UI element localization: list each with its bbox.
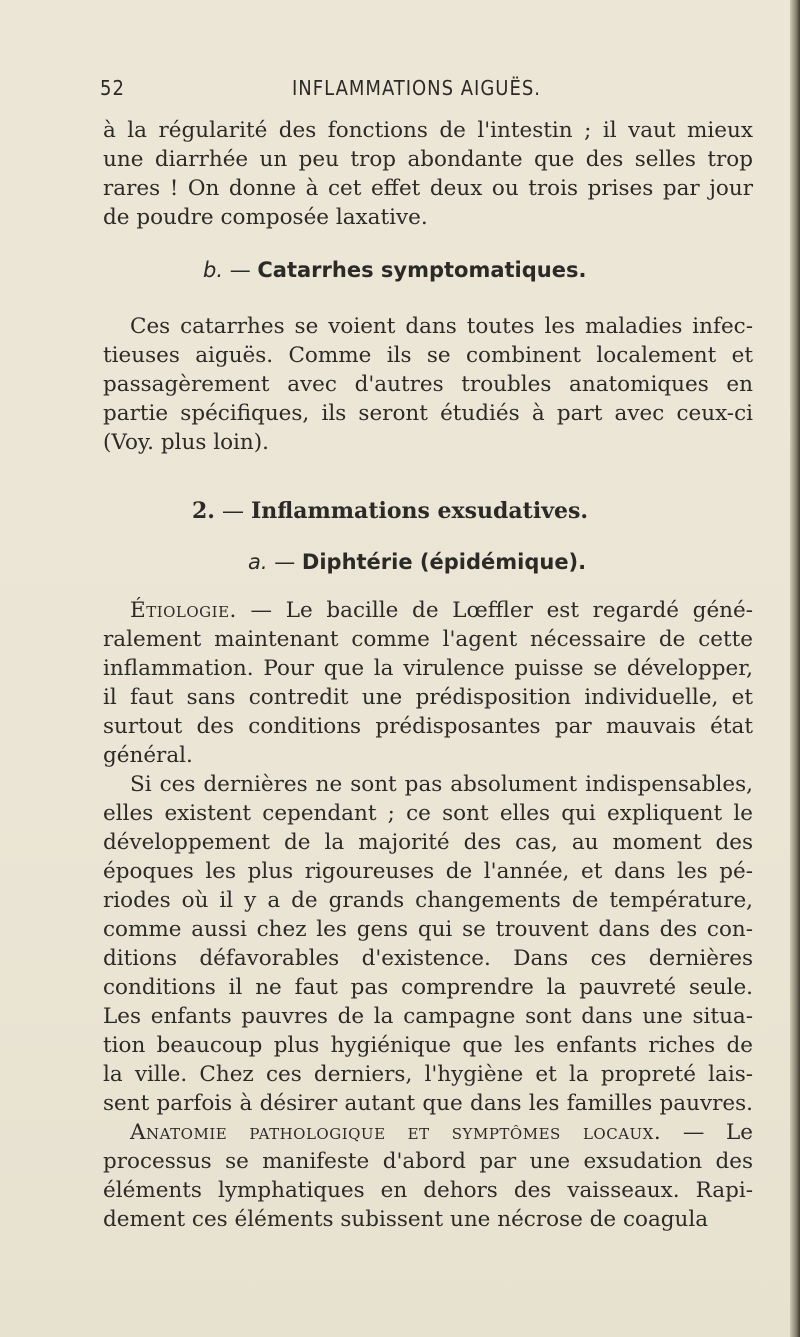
text-line: ralement maintenant comme l'agent nécessaire de cette [103, 627, 753, 652]
text-line: ditions défavorables d'existence. Dans ces dernières [103, 946, 753, 971]
text-line: époques les plus rigoureuses de l'année, et dans les pé- [103, 859, 753, 884]
text-line: comme aussi chez les gens qui se trouvent dans des con- [103, 917, 753, 942]
paragraph-etiologie [103, 596, 753, 770]
text-line: tion beaucoup plus hygiénique que les enfants riches de [103, 1033, 753, 1058]
heading-dash: — [267, 550, 302, 574]
text-line: Si ces dernières ne sont pas absolument indispensables, [130, 772, 753, 797]
etiologie-label: Étiologie. [130, 598, 237, 623]
heading-number: 2. [192, 498, 215, 524]
section-heading-a [248, 550, 586, 574]
text-line: (Voy. plus loin). [103, 430, 269, 455]
text-line [103, 596, 753, 625]
heading-text: Inflammations exsudatives. [250, 498, 589, 524]
heading-letter: a. [248, 550, 268, 574]
text-line: à la régularité des fonctions de l'intestin ; il vaut mieux [103, 118, 753, 143]
text-line: éléments lymphatiques en dehors des vaisseaux. Rapi- [103, 1178, 753, 1203]
text-line: surtout des conditions prédisposantes par mauvais état [103, 714, 753, 739]
text-line: la ville. Chez ces derniers, l'hygiène et la propreté lais- [103, 1062, 753, 1087]
heading-text: Catarrhes symptomatiques. [257, 258, 587, 282]
section-heading-b [203, 258, 586, 282]
paragraph-anatomie [103, 1118, 753, 1234]
section-heading-2 [192, 498, 588, 524]
heading-dash: — [223, 258, 258, 282]
text-line: rares ! On donne à cet effet deux ou trois prises par jour [103, 176, 753, 201]
text-line: processus se manifeste d'abord par une exsudation des [103, 1149, 753, 1174]
text-line: de poudre composée laxative. [103, 205, 428, 230]
text-run: — Le bacille de Lœffler est regardé géné- [236, 598, 753, 623]
heading-text: Diphtérie (épidémique). [301, 550, 587, 574]
text-line: il faut sans contredit une prédisposition individuelle, et [103, 685, 753, 710]
text-line: riodes où il y a de grands changements de température, [103, 888, 753, 913]
running-title: INFLAMMATIONS AIGUËS. [292, 76, 541, 100]
text-line: général. [103, 743, 193, 768]
text-line: Ces catarrhes se voient dans toutes les maladies infec- [130, 314, 753, 339]
text-line: une diarrhée un peu trop abondante que des selles trop [103, 147, 753, 172]
text-line: sent parfois à désirer autant que dans les familles pauvres. [103, 1091, 753, 1116]
text-line: conditions il ne faut pas comprendre la pauvreté seule. [103, 975, 753, 1000]
heading-dash: — [214, 499, 251, 524]
text-line: inflammation. Pour que la virulence puisse se développer, [103, 656, 753, 681]
text-line: dement ces éléments subissent une nécrose de coagula [103, 1207, 709, 1232]
page-edge-shadow [790, 0, 800, 1337]
paragraph-conditions [103, 770, 753, 1118]
text-line: tieuses aiguës. Comme ils se combinent localement et [103, 343, 753, 368]
heading-letter: b. [203, 258, 224, 282]
paragraph-continuation [103, 116, 753, 232]
text-line: Les enfants pauvres de la campagne sont dans une situa- [103, 1004, 753, 1029]
text-line: développement de la majorité des cas, au moment des [103, 830, 753, 855]
text-line: elles existent cependant ; ce sont elles qui expliquent le [103, 801, 753, 826]
text-run: — Le [661, 1120, 753, 1145]
anatomie-label: Anatomie pathologique et symptômes locaux. [130, 1120, 662, 1145]
text-line [103, 1118, 753, 1147]
text-line: passagèrement avec d'autres troubles anatomiques en [103, 372, 753, 397]
paragraph-catarrhes [103, 312, 753, 457]
text-line: partie spécifiques, ils seront étudiés à part avec ceux-ci [103, 401, 753, 426]
page-number: 52 [100, 76, 125, 100]
